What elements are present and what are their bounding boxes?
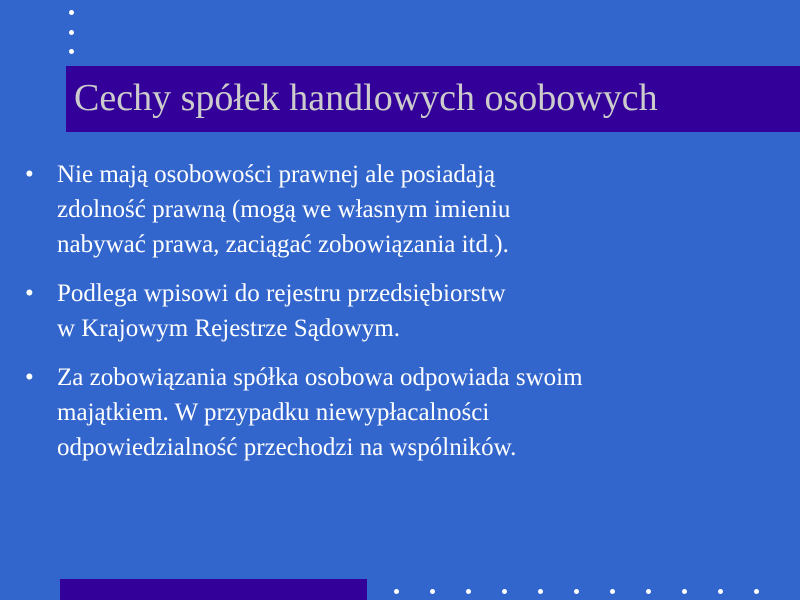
bullet-text-line: nabywać prawa, zaciągać zobowiązania itd.). [57, 231, 509, 258]
bullet-item [25, 276, 800, 346]
decorative-horizontal-dots [390, 588, 800, 596]
bullet-list [25, 157, 800, 479]
bullet-text-line: majątkiem. W przypadku niewypłacalności [57, 399, 490, 426]
dot-icon [394, 589, 399, 594]
bullet-item [25, 157, 800, 262]
dot-icon [682, 589, 687, 594]
dot-icon [502, 589, 507, 594]
slide-title: Cechy spółek handlowych osobowych [74, 77, 658, 119]
dot-icon [430, 589, 435, 594]
dot-icon [610, 589, 615, 594]
bullet-text-line: Za zobowiązania spółka osobowa odpowiada swoim [57, 364, 583, 391]
decorative-vertical-dots [68, 8, 76, 56]
dot-icon [466, 589, 471, 594]
bullet-text-line: Nie mają osobowości prawnej ale posiadają [57, 161, 496, 188]
dot-icon [538, 589, 543, 594]
bullet-text-line: w Krajowym Rejestrze Sądowym. [57, 315, 400, 342]
dot-icon [69, 10, 74, 15]
bullet-text-line: zdolność prawną (mogą we własnym imieniu [57, 196, 511, 223]
dot-icon [574, 589, 579, 594]
dot-icon [718, 589, 723, 594]
dot-icon [69, 49, 74, 54]
dot-icon [754, 589, 759, 594]
bullet-icon: • [25, 280, 34, 307]
bullet-icon: • [25, 364, 34, 391]
decorative-bottom-bar [60, 579, 367, 600]
dot-icon [646, 589, 651, 594]
dot-icon [69, 30, 74, 35]
bullet-text-line: odpowiedzialność przechodzi na wspólników. [57, 434, 517, 461]
bullet-icon: • [25, 161, 34, 188]
bullet-text-line: Podlega wpisowi do rejestru przedsiębiorstw [57, 280, 506, 307]
bullet-item [25, 360, 800, 465]
title-bar [66, 66, 800, 132]
